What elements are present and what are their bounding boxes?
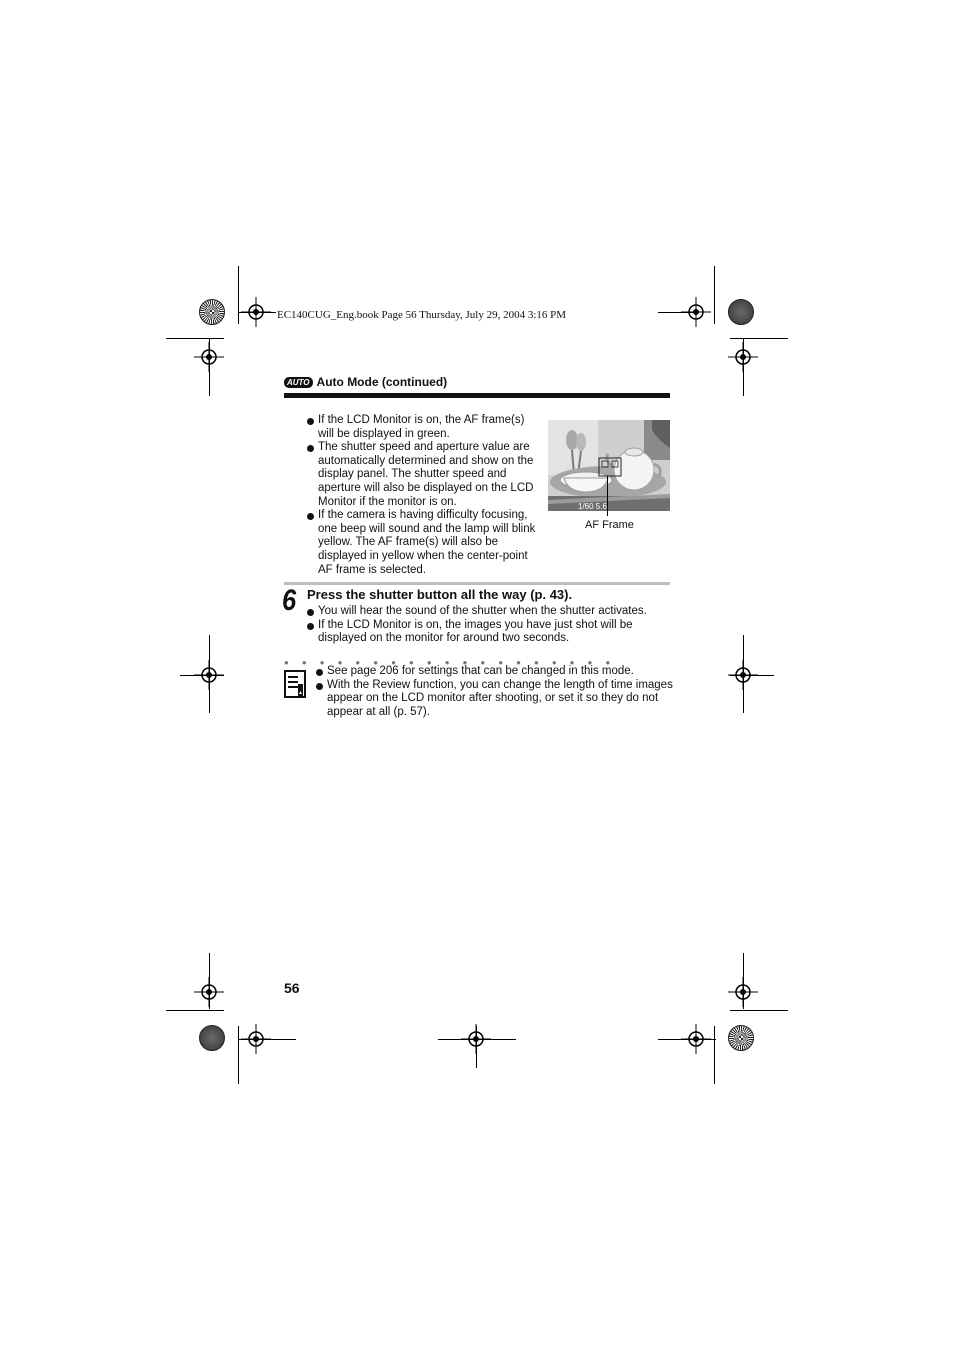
list-item: If the camera is having difficulty focusing, one beep will sound and the lamp will blink yellow. The AF frame(s) will also be displayed in yellow when the center-point AF frame is selected. <box>307 509 539 577</box>
list-item: You will hear the sound of the shutter when the shutter activates. <box>307 605 672 619</box>
density-patch-icon <box>728 299 754 325</box>
step-bullet-list <box>307 605 672 646</box>
list-item: The shutter speed and aperture value are automatically determined and show on the display panel. The shutter speed and aperture will also be displayed on the LCD Monitor if the monitor is on. <box>307 441 539 509</box>
info-bullet-list <box>307 414 539 577</box>
tea-set-illustration <box>548 420 670 511</box>
registration-mark-icon <box>194 660 224 690</box>
star-target-icon <box>728 1025 754 1051</box>
registration-mark-icon <box>194 977 224 1007</box>
list-item: If the LCD Monitor is on, the images you have just shot will be displayed on the monitor for around two seconds. <box>307 619 672 646</box>
list-item: If the LCD Monitor is on, the AF frame(s) will be displayed in green. <box>307 414 539 441</box>
star-target-icon <box>199 299 225 325</box>
registration-mark-icon <box>728 660 758 690</box>
step-divider <box>284 582 670 585</box>
list-item: With the Review function, you can change the length of time images appear on the LCD monitor after shooting, or set it so they do not appear at all (p. 57). <box>316 679 676 720</box>
density-patch-icon <box>199 1025 225 1051</box>
step-title: Press the shutter button all the way (p. 43). <box>307 587 573 602</box>
registration-mark-icon <box>681 1024 711 1054</box>
lcd-monitor-photo <box>548 420 670 511</box>
figure-caption: AF Frame <box>585 519 634 531</box>
note-bullet-list <box>316 665 676 719</box>
registration-mark-icon <box>461 1024 491 1054</box>
list-item: See page 206 for settings that can be changed in this mode. <box>316 665 676 679</box>
auto-mode-icon: AUTO <box>284 377 313 388</box>
step-number: 6 <box>282 584 297 617</box>
registration-mark-icon <box>728 977 758 1007</box>
registration-mark-icon <box>241 297 271 327</box>
note-dot-separator: ● ● ● ● ● ● ● ● ● ● ● ● ● ● ● ● ● ● ● <box>284 658 616 667</box>
registration-mark-icon <box>728 342 758 372</box>
registration-mark-icon <box>241 1024 271 1054</box>
page-number: 56 <box>284 980 300 996</box>
print-header: EC140CUG_Eng.book Page 56 Thursday, July 29, 2004 3:16 PM <box>277 309 567 321</box>
section-title-text: Auto Mode (continued) <box>316 375 448 389</box>
section-rule <box>284 393 670 398</box>
registration-mark-icon <box>194 342 224 372</box>
section-title <box>284 375 447 389</box>
memo-icon <box>284 670 306 698</box>
registration-mark-icon <box>681 297 711 327</box>
exposure-readout: 1/60 5.6 <box>578 502 607 511</box>
af-frame-pointer <box>607 476 608 516</box>
